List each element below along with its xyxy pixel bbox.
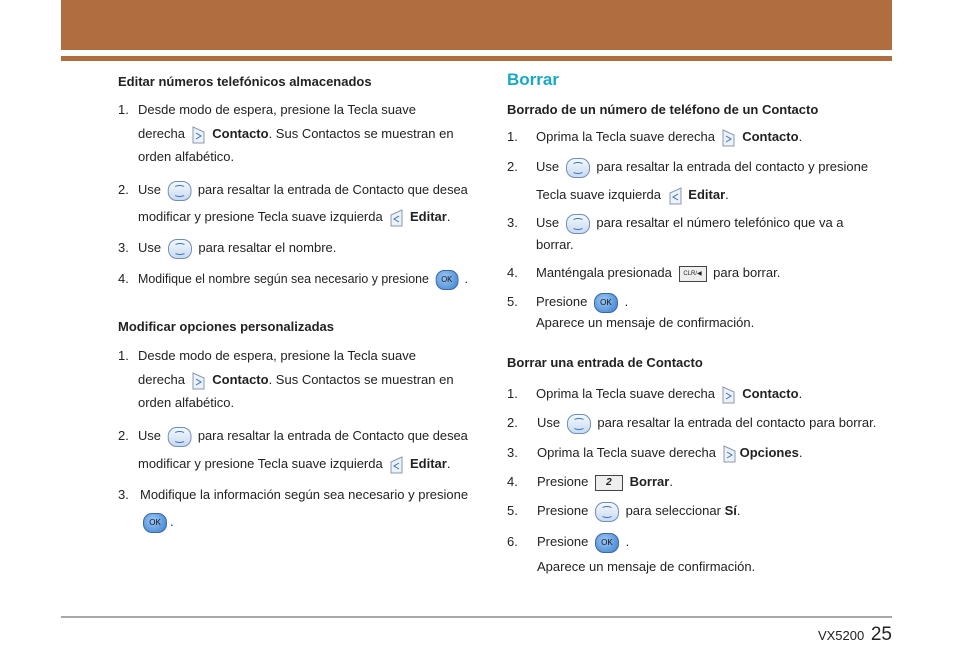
step-number: 3. (118, 487, 129, 502)
step-number: 3. (507, 215, 518, 230)
ok-key-icon: OK (143, 513, 167, 533)
step-text: Oprima la Tecla suave derecha Opciones. (537, 441, 802, 464)
section-heading: Editar números telefónicos almacenados (118, 74, 372, 89)
navigation-key-icon (567, 414, 591, 434)
key-2-icon: 2 (595, 475, 623, 491)
step-number: 2. (118, 182, 129, 197)
step-text: Oprima la Tecla suave derecha Contacto. (536, 125, 802, 148)
step-text: Modifique la información según sea necesario y presione (140, 487, 469, 502)
navigation-key-icon (566, 214, 590, 234)
navigation-key-icon (167, 181, 191, 201)
step-text: modificar y presione Tecla suave izquierda Editar. (138, 205, 450, 228)
page-footer (818, 624, 892, 646)
ok-key-icon: OK (435, 270, 458, 290)
step-text: modificar y presione Tecla suave izquierda Editar. (138, 452, 450, 475)
navigation-key-icon (595, 502, 619, 522)
page-title: Borrar (507, 70, 559, 89)
step-text: Aparece un mensaje de confirmación. (537, 559, 756, 574)
step-number: 3. (118, 240, 129, 255)
step-number: 3. (507, 445, 518, 460)
step-text: Modifique el nombre según sea necesario y presione OK . (138, 267, 468, 290)
step-text: Desde modo de espera, presione la Tecla suave (138, 102, 416, 117)
step-text: Use para resaltar el número telefónico que va a (536, 211, 844, 234)
left-softkey-icon (389, 209, 403, 227)
step-number: 1. (507, 386, 518, 401)
right-softkey-icon (722, 386, 736, 404)
step-number: 5. (507, 294, 518, 309)
step-text: Use para resaltar la entrada de Contacto que desea (138, 424, 468, 447)
clear-key-icon: CLR/◀ (679, 266, 707, 282)
right-softkey-icon (723, 445, 737, 463)
step-text: Use para resaltar la entrada del contacto para borrar. (537, 411, 876, 434)
step-text: Presione 2 Borrar. (537, 474, 673, 489)
header-banner (61, 0, 892, 50)
step-text: Presione para seleccionar Sí. (537, 499, 741, 522)
step-text: orden alfabético. (138, 395, 235, 410)
step-number: 4. (118, 271, 129, 286)
left-softkey-icon (389, 456, 403, 474)
step-text: orden alfabético. (138, 149, 235, 164)
step-number: 1. (118, 102, 129, 117)
navigation-key-icon (168, 239, 192, 259)
step-number: 6. (507, 534, 518, 549)
header-rule (61, 56, 892, 61)
step-text: Presione OK . (536, 290, 628, 313)
step-text: derecha Contacto. Sus Contactos se muestran en (138, 368, 454, 391)
footer-rule (61, 616, 892, 618)
section-heading: Borrado de un número de teléfono de un Contacto (507, 102, 819, 117)
step-text: Tecla suave izquierda Editar. (536, 183, 729, 206)
step-number: 5. (507, 503, 518, 518)
step-text: OK . (140, 510, 174, 533)
right-softkey-icon (192, 372, 206, 390)
page-number: 25 (870, 624, 892, 645)
step-number: 4. (507, 265, 518, 280)
left-softkey-icon (668, 187, 682, 205)
ok-key-icon: OK (594, 293, 618, 313)
right-softkey-icon (722, 129, 736, 147)
ok-key-icon: OK (595, 533, 619, 553)
step-text: derecha Contacto. Sus Contactos se muestran en (138, 122, 454, 145)
step-text: borrar. (536, 237, 574, 252)
section-heading: Modificar opciones personalizadas (118, 319, 334, 334)
step-text: Manténgala presionada CLR/◀ para borrar. (536, 265, 781, 280)
step-number: 2. (507, 159, 518, 174)
step-text: Presione OK . (537, 530, 629, 553)
step-text: Use para resaltar la entrada del contacto y presione (536, 155, 868, 178)
navigation-key-icon (566, 158, 590, 178)
navigation-key-icon (167, 427, 191, 447)
section-heading: Borrar una entrada de Contacto (507, 355, 703, 370)
model-name: VX5200 (817, 628, 865, 643)
step-text: Aparece un mensaje de confirmación. (536, 315, 755, 330)
right-softkey-icon (192, 126, 206, 144)
step-text: Desde modo de espera, presione la Tecla suave (138, 348, 416, 363)
step-text: Oprima la Tecla suave derecha Contacto. (536, 382, 802, 405)
step-number: 1. (507, 129, 518, 144)
step-number: 2. (507, 415, 518, 430)
step-text: Use para resaltar la entrada de Contacto que desea (138, 178, 468, 201)
step-number: 2. (118, 428, 129, 443)
step-number: 4. (507, 474, 518, 489)
step-text: Use para resaltar el nombre. (138, 236, 336, 259)
step-number: 1. (118, 348, 129, 363)
